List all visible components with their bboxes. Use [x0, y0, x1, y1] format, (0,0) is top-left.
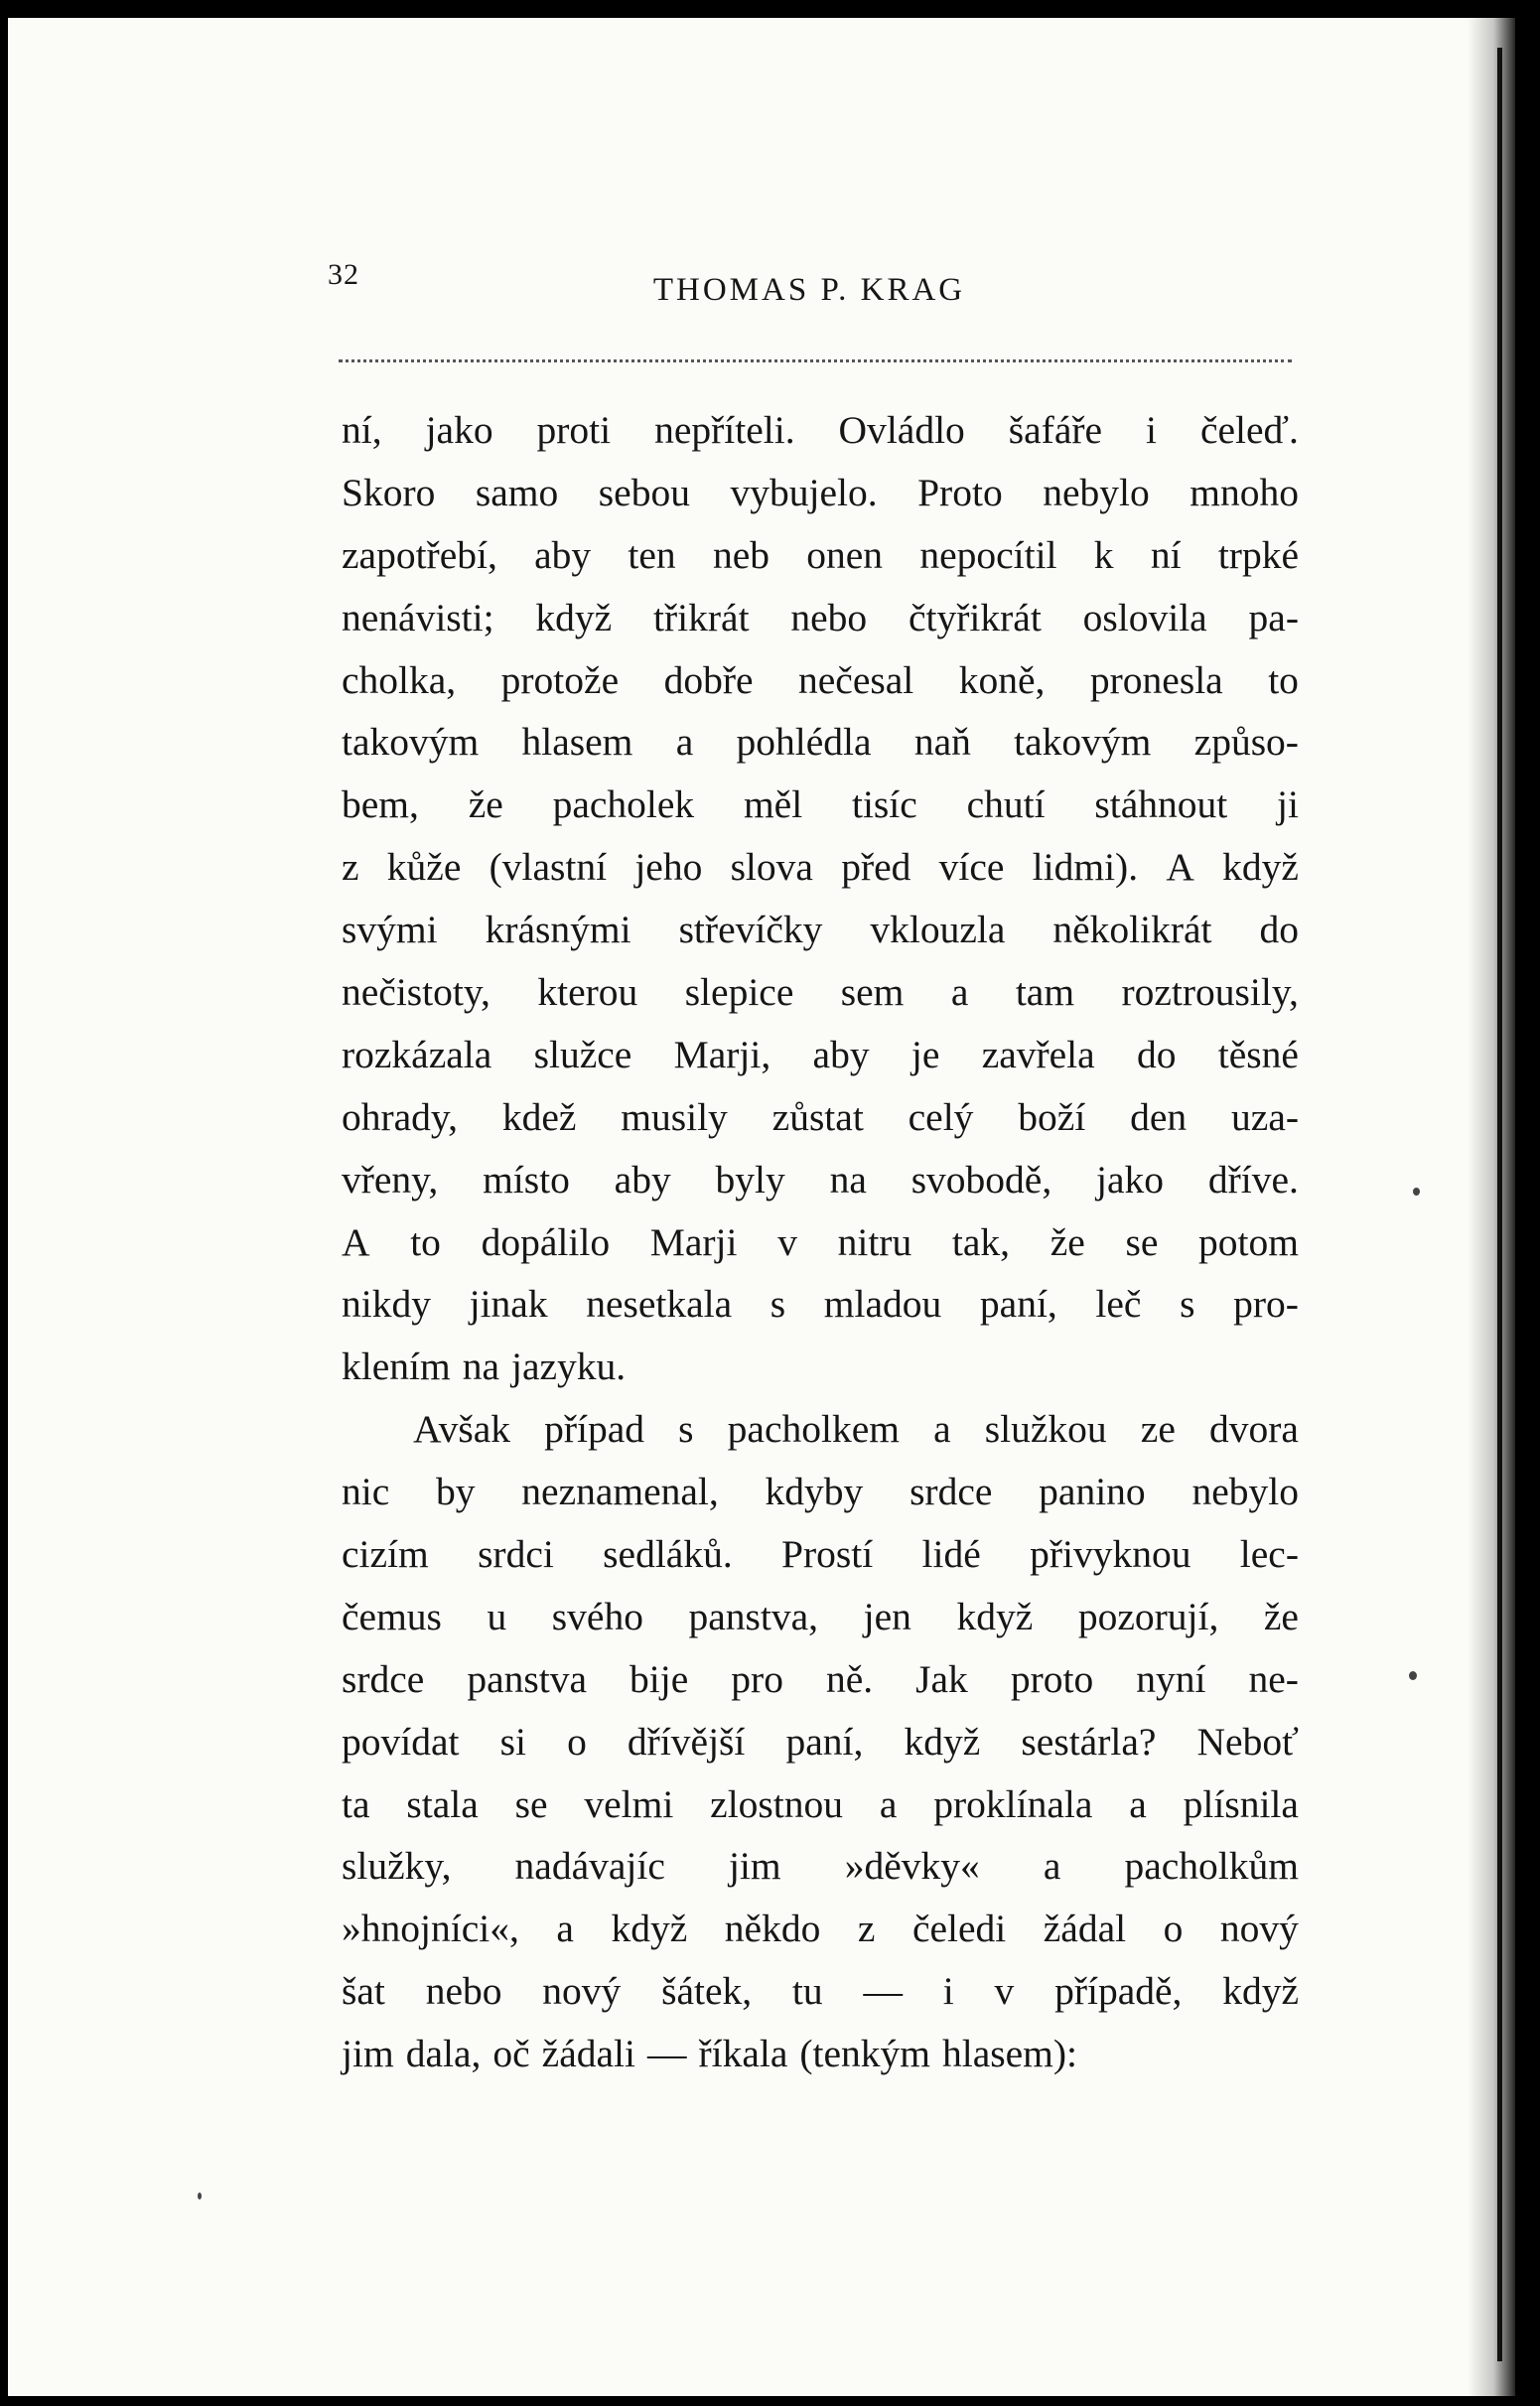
text-line	[342, 774, 1299, 836]
word: kterou	[537, 970, 638, 1015]
word: ní	[1150, 532, 1182, 577]
text-line	[342, 524, 1299, 587]
word: šátek,	[661, 1969, 753, 2014]
word: trpké	[1217, 532, 1299, 577]
word: a	[933, 1407, 951, 1452]
word: pacholek	[552, 782, 695, 827]
word: panino	[1039, 1470, 1146, 1514]
word: proklínala	[933, 1781, 1093, 1826]
word: velmi	[584, 1781, 674, 1826]
word: přivyknou	[1030, 1532, 1191, 1577]
text-line	[342, 1273, 1299, 1336]
word: (vlastní	[489, 845, 608, 890]
word: dala,	[405, 2032, 482, 2076]
word: cizím	[342, 1532, 429, 1577]
paper-sheet	[8, 18, 1515, 2396]
word: pohlédla	[736, 720, 872, 765]
text-line	[342, 1086, 1299, 1149]
word: nitru	[837, 1219, 912, 1264]
word: nový	[542, 1969, 622, 2014]
word: zlostnou	[710, 1781, 844, 1826]
text-line	[342, 1149, 1299, 1211]
word: kdyby	[765, 1470, 864, 1514]
word: nový	[1219, 1907, 1299, 1951]
word: i	[942, 1969, 954, 2014]
word: když	[956, 1594, 1034, 1638]
word: a	[1043, 1844, 1061, 1889]
header-title: THOMAS P. KRAG	[652, 272, 966, 308]
word: vklouzla	[870, 908, 1006, 952]
word: nepocítil	[919, 532, 1057, 577]
text-line	[342, 399, 1299, 462]
word: ní,	[342, 408, 382, 452]
word: zavřela	[981, 1032, 1095, 1076]
word: nečesal	[798, 657, 914, 702]
word: tam	[1015, 970, 1075, 1015]
word: musily	[621, 1094, 728, 1139]
word: služkou	[984, 1407, 1107, 1452]
word: případ	[544, 1407, 645, 1452]
word: klením	[342, 1345, 451, 1389]
word: o	[567, 1719, 587, 1764]
word: pacholkům	[1124, 1844, 1299, 1889]
word: aby	[812, 1032, 870, 1076]
text-line	[342, 1898, 1299, 1960]
word: nebo	[425, 1969, 502, 2014]
word: nenávisti;	[342, 595, 494, 639]
running-header	[328, 248, 1291, 308]
word: žádali	[541, 2032, 635, 2076]
word: dvora	[1208, 1407, 1299, 1452]
word: —	[646, 2032, 687, 2076]
word: ta	[342, 1781, 370, 1826]
text-line	[342, 836, 1299, 899]
text-line	[342, 1336, 1299, 1398]
word: —	[863, 1969, 903, 2014]
word: neb	[712, 532, 770, 577]
word: Ovládlo	[838, 408, 965, 452]
word: to	[1268, 657, 1299, 702]
word: k	[1093, 532, 1114, 577]
word: nečistoty,	[342, 970, 490, 1015]
word: jako	[425, 408, 493, 452]
word: Prostí	[781, 1532, 874, 1577]
word: s	[1180, 1282, 1195, 1327]
word: plísnila	[1183, 1781, 1299, 1826]
word: případě,	[1054, 1969, 1183, 2014]
word: místo	[483, 1157, 570, 1202]
word: proto	[1010, 1656, 1094, 1701]
word: jinak	[469, 1282, 548, 1327]
word: aby	[614, 1157, 671, 1202]
word: paní,	[979, 1282, 1057, 1327]
book-page	[8, 18, 1515, 2396]
word: dřívější	[627, 1719, 746, 1764]
word: před	[841, 845, 911, 890]
word: Marji,	[673, 1032, 771, 1076]
word: paní,	[785, 1719, 864, 1764]
word: ně.	[825, 1656, 874, 1701]
word: na	[462, 1345, 500, 1389]
word: panstva	[467, 1656, 588, 1701]
word: mladou	[823, 1282, 942, 1327]
word: svými	[342, 908, 438, 952]
word: sestárla?	[1021, 1719, 1157, 1764]
word: slova	[730, 845, 813, 890]
word: jim	[342, 2032, 394, 2076]
word: svobodě,	[910, 1157, 1052, 1202]
word: svého	[551, 1594, 643, 1638]
word: dobře	[663, 657, 754, 702]
word: sem	[840, 970, 905, 1015]
word: Jak	[915, 1656, 968, 1701]
word: sebou	[598, 470, 690, 514]
word: říkala	[698, 2032, 788, 2076]
word: srdci	[478, 1532, 554, 1577]
word: jeho	[634, 845, 703, 890]
word: do	[1259, 908, 1299, 952]
text-line	[342, 649, 1299, 712]
word: den	[1130, 1094, 1188, 1139]
word: služky,	[342, 1844, 452, 1889]
word: nadávajíc	[514, 1844, 665, 1889]
word: a	[879, 1781, 898, 1826]
word: onen	[806, 532, 884, 577]
word: proti	[536, 408, 612, 452]
word: jako	[1096, 1157, 1165, 1202]
text-line	[342, 961, 1299, 1024]
word: pronesla	[1089, 657, 1223, 702]
word: když	[1222, 845, 1299, 890]
word: nebylo	[1191, 1470, 1299, 1514]
word: někdo	[724, 1907, 821, 1951]
word: a	[675, 720, 694, 765]
word: a	[950, 970, 969, 1015]
word: chutí	[966, 782, 1046, 827]
word: srdce	[342, 1656, 425, 1701]
word: u	[487, 1594, 507, 1638]
word: tu	[791, 1969, 823, 2014]
word: naň	[913, 720, 971, 765]
word: z	[857, 1907, 876, 1951]
body-text	[342, 399, 1299, 2085]
word: jazyku.	[511, 1345, 627, 1389]
word: aby	[534, 532, 592, 577]
text-line	[342, 1586, 1299, 1648]
word: dopálilo	[481, 1219, 611, 1264]
word: Marji	[649, 1219, 738, 1264]
word: sedláků.	[603, 1532, 733, 1577]
word: ten	[628, 532, 676, 577]
word: s	[770, 1282, 786, 1327]
word: žádal	[1043, 1907, 1127, 1951]
word: oslovila	[1082, 595, 1207, 639]
word: se	[514, 1781, 548, 1826]
word: z	[342, 845, 359, 890]
word: A	[1166, 845, 1194, 890]
word: lec-	[1239, 1532, 1299, 1577]
page-number: 32	[328, 258, 359, 291]
text-line	[342, 1211, 1299, 1274]
word: jen	[863, 1594, 911, 1638]
word: ne-	[1248, 1656, 1299, 1701]
word: panstva,	[688, 1594, 819, 1638]
word: samo	[475, 470, 559, 514]
word: uza-	[1231, 1094, 1299, 1139]
word: »děvky«	[844, 1844, 980, 1889]
word: více	[938, 845, 1005, 890]
word: by	[436, 1470, 476, 1514]
word: a	[556, 1907, 574, 1951]
word: služce	[533, 1032, 632, 1076]
word: v	[994, 1969, 1015, 2014]
word: vřeny,	[342, 1157, 439, 1202]
word: že	[1263, 1594, 1299, 1638]
word: to	[410, 1219, 441, 1264]
word: lidmi).	[1032, 845, 1139, 890]
word: slepice	[684, 970, 794, 1015]
word: nepříteli.	[654, 408, 795, 452]
word: tisíc	[851, 782, 917, 827]
word: kůže	[386, 845, 462, 890]
word: pozorují,	[1077, 1594, 1219, 1638]
word: srdce	[910, 1470, 993, 1514]
word: když	[611, 1907, 688, 1951]
word: nebylo	[1043, 470, 1150, 514]
word: (tenkým	[799, 2032, 931, 2076]
word: ji	[1277, 782, 1299, 827]
text-line	[342, 899, 1299, 961]
word: takovým	[1014, 720, 1152, 765]
word: Neboť	[1196, 1719, 1299, 1764]
word: boží	[1018, 1094, 1086, 1139]
word: stáhnout	[1094, 782, 1228, 827]
word: když	[535, 595, 613, 639]
word: když	[1222, 1969, 1299, 2014]
word: šafáře	[1008, 408, 1103, 452]
word: A	[342, 1219, 370, 1264]
word: hlasem	[521, 720, 633, 765]
word: povídat	[342, 1719, 460, 1764]
word: celý	[908, 1094, 974, 1139]
text-line	[342, 1024, 1299, 1086]
word: čeledi	[911, 1907, 1007, 1951]
text-line	[342, 1835, 1299, 1898]
word: třikrát	[653, 595, 750, 639]
word: na	[829, 1157, 867, 1202]
word: pro	[731, 1656, 783, 1701]
word: hlasem):	[942, 2032, 1078, 2076]
word: protože	[500, 657, 620, 702]
word: nebo	[790, 595, 868, 639]
word: bem,	[342, 782, 419, 827]
word: o	[1163, 1907, 1184, 1951]
text-line	[342, 711, 1299, 774]
word: Skoro	[342, 470, 436, 514]
text-line	[342, 1523, 1299, 1586]
word: čemus	[342, 1594, 442, 1638]
word: leč	[1095, 1282, 1142, 1327]
word: bije	[630, 1656, 689, 1701]
word: koně,	[958, 657, 1046, 702]
header-rule	[339, 359, 1292, 362]
word: pro-	[1233, 1282, 1299, 1327]
word: neznamenal,	[521, 1470, 719, 1514]
text-line	[342, 462, 1299, 524]
text-line	[342, 587, 1299, 649]
word: s	[678, 1407, 694, 1452]
word: ze	[1140, 1407, 1176, 1452]
word: že	[468, 782, 503, 827]
word: si	[499, 1719, 526, 1764]
word: krásnými	[485, 908, 631, 952]
word: do	[1137, 1032, 1177, 1076]
word: nic	[342, 1470, 390, 1514]
word: oč	[492, 2032, 530, 2076]
word: nikdy	[342, 1282, 431, 1327]
word: roztrousily,	[1121, 970, 1299, 1015]
word: v	[777, 1219, 797, 1264]
word: čeleď.	[1199, 408, 1299, 452]
word: cholka,	[342, 657, 457, 702]
text-line	[342, 1648, 1299, 1711]
word: šat	[342, 1969, 385, 2014]
word: pa-	[1248, 595, 1299, 639]
word: jim	[728, 1844, 781, 1889]
text-line	[342, 1398, 1299, 1461]
word: potom	[1198, 1219, 1299, 1264]
word: čtyřikrát	[909, 595, 1042, 639]
word: měl	[743, 782, 803, 827]
word: je	[910, 1032, 940, 1076]
word: když	[904, 1719, 981, 1764]
word: těsné	[1217, 1032, 1299, 1076]
word: vybujelo.	[730, 470, 878, 514]
word: že	[1050, 1219, 1085, 1264]
text-line	[342, 2023, 1299, 2085]
word: ohrady,	[342, 1094, 458, 1139]
word: Proto	[917, 470, 1003, 514]
word: Avšak	[413, 1407, 510, 1452]
word: tak,	[951, 1219, 1011, 1264]
word: byly	[715, 1157, 785, 1202]
word: nyní	[1136, 1656, 1206, 1701]
word: a	[1129, 1781, 1147, 1826]
word: kdež	[501, 1094, 577, 1139]
word: způso-	[1193, 720, 1299, 765]
word: nesetkala	[586, 1282, 733, 1327]
word: i	[1146, 408, 1157, 452]
word: dříve.	[1207, 1157, 1299, 1202]
word: »hnojníci«,	[342, 1907, 519, 1951]
text-line	[342, 1461, 1299, 1523]
text-line	[342, 1773, 1299, 1836]
word: zůstat	[771, 1094, 864, 1139]
word: stala	[406, 1781, 479, 1826]
word: střevíčky	[678, 908, 823, 952]
word: několikrát	[1052, 908, 1212, 952]
word: takovým	[342, 720, 480, 765]
text-line	[342, 1711, 1299, 1773]
word: pacholkem	[727, 1407, 900, 1452]
word: rozkázala	[342, 1032, 492, 1076]
word: se	[1125, 1219, 1159, 1264]
word: mnoho	[1190, 470, 1299, 514]
word: zapotřebí,	[342, 532, 497, 577]
text-line	[342, 1960, 1299, 2023]
word: lidé	[921, 1532, 981, 1577]
